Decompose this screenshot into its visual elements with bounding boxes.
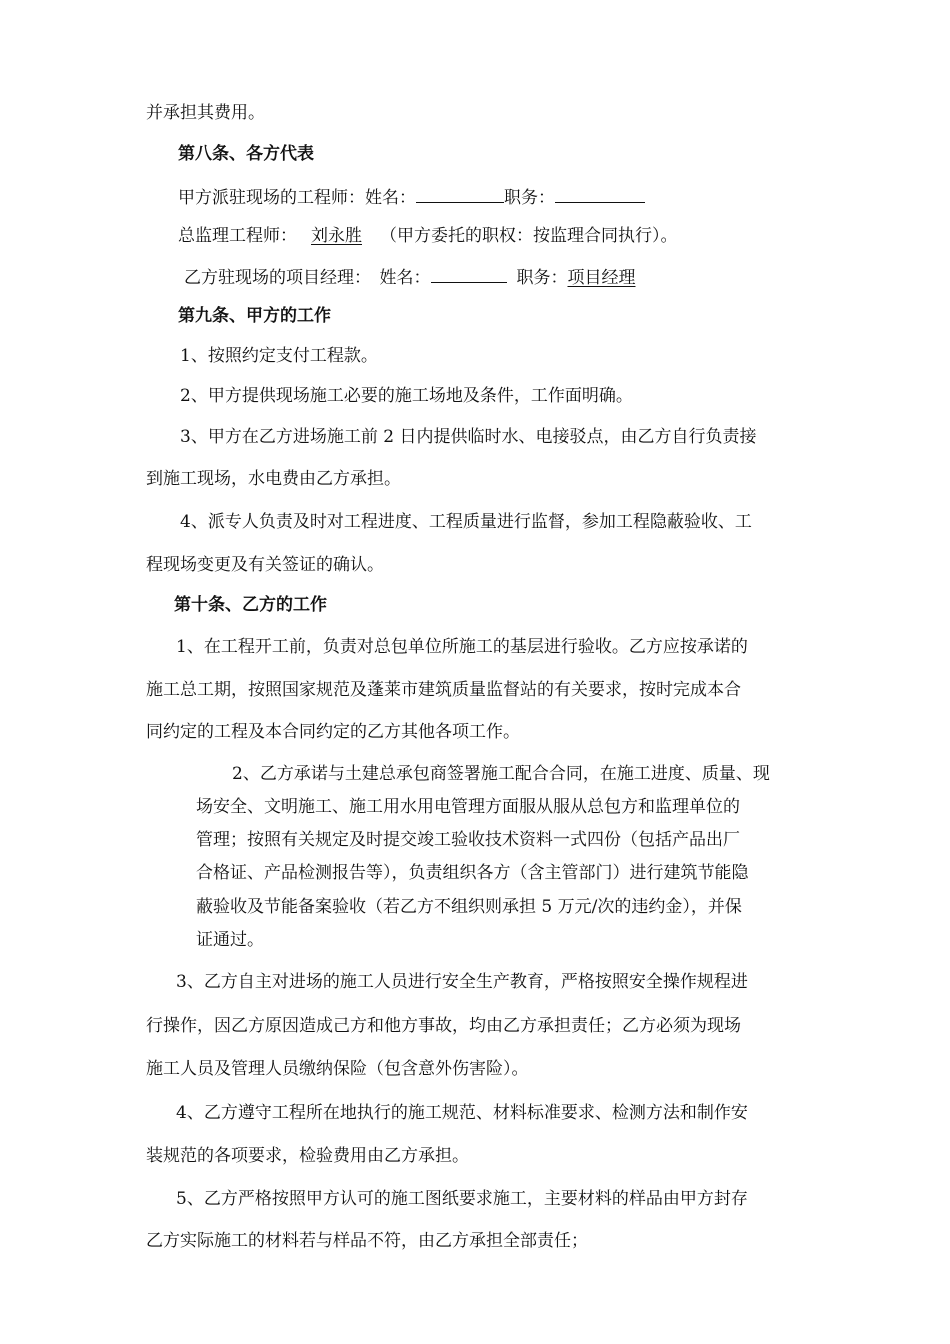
clause-b5-line1: 5、乙方严格按照甲方认可的施工图纸要求施工，主要材料的样品由甲方封存 — [176, 1189, 748, 1209]
clause-b2-line4: 合格证、产品检测报告等），负责组织各方（含主管部门）进行建筑节能隐 — [196, 863, 749, 883]
clause-b4-line1: 4、乙方遵守工程所在地执行的施工规范、材料标准要求、检测方法和制作安 — [176, 1103, 748, 1123]
engineer-label: 甲方派驻现场的工程师：姓名： — [178, 188, 416, 208]
clause-b1-line1: 1、在工程开工前，负责对总包单位所施工的基层进行验收。乙方应按承诺的 — [176, 637, 748, 657]
pm-position-label: 职务： — [516, 268, 568, 288]
clause-b3-line3: 施工人员及管理人员缴纳保险（包含意外伤害险）。 — [146, 1059, 529, 1079]
supervisor-authority: （甲方委托的职权：按监理合同执行）。 — [380, 226, 678, 246]
engineer-position-label: 职务： — [504, 188, 555, 208]
representative-line-project-manager — [184, 264, 636, 290]
clause-a2: 2、甲方提供现场施工必要的施工场地及条件，工作面明确。 — [180, 386, 633, 406]
supervisor-label: 总监理工程师： — [178, 226, 297, 246]
pm-position-value: 项目经理 — [567, 268, 636, 288]
clause-b1-line3: 同约定的工程及本合同约定的乙方其他各项工作。 — [146, 722, 520, 742]
clause-b2-line3: 管理；按照有关规定及时提交竣工验收技术资料一式四份（包括产品出厂 — [196, 830, 740, 850]
clause-a3-line2: 到施工现场，水电费由乙方承担。 — [146, 469, 401, 489]
clause-b1-line2: 施工总工期，按照国家规范及蓬莱市建筑质量监督站的有关要求，按时完成本合 — [146, 680, 741, 700]
clause-b2-line6: 证通过。 — [196, 930, 264, 950]
engineer-name-blank — [416, 184, 504, 203]
clause-b2-line2: 场安全、文明施工、施工用水用电管理方面服从服从总包方和监理单位的 — [196, 797, 740, 817]
pm-label: 乙方驻现场的项目经理： 姓名： — [184, 268, 431, 288]
pm-name-blank — [431, 264, 507, 283]
section-heading-8: 第八条、各方代表 — [178, 144, 314, 164]
section-heading-10: 第十条、乙方的工作 — [174, 595, 327, 615]
clause-b4-line2: 装规范的各项要求，检验费用由乙方承担。 — [146, 1146, 469, 1166]
clause-a4-line2: 程现场变更及有关签证的确认。 — [146, 555, 384, 575]
clause-a4-line1: 4、派专人负责及时对工程进度、工程质量进行监督，参加工程隐蔽验收、工 — [180, 512, 752, 532]
representative-line-engineer — [178, 184, 645, 210]
supervisor-name: 刘永胜 — [311, 226, 362, 246]
clause-a1: 1、按照约定支付工程款。 — [180, 346, 378, 366]
clause-b2-line1: 2、乙方承诺与土建总承包商签署施工配合合同，在施工进度、质量、现 — [232, 764, 770, 784]
clause-b5-line2: 乙方实际施工的材料若与样品不符，由乙方承担全部责任； — [146, 1231, 588, 1251]
section-heading-9: 第九条、甲方的工作 — [178, 306, 331, 326]
clause-b3-line1: 3、乙方自主对进场的施工人员进行安全生产教育，严格按照安全操作规程进 — [176, 972, 748, 992]
paragraph-line: 并承担其费用。 — [146, 103, 265, 123]
engineer-position-blank — [555, 184, 645, 203]
clause-b2-line5: 蔽验收及节能备案验收（若乙方不组织则承担 5 万元/次的违约金），并保 — [196, 897, 742, 917]
clause-a3-line1: 3、甲方在乙方进场施工前 2 日内提供临时水、电接驳点，由乙方自行负责接 — [180, 427, 757, 447]
representative-line-supervisor — [178, 224, 678, 248]
clause-b3-line2: 行操作，因乙方原因造成己方和他方事故，均由乙方承担责任；乙方必须为现场 — [146, 1016, 741, 1036]
